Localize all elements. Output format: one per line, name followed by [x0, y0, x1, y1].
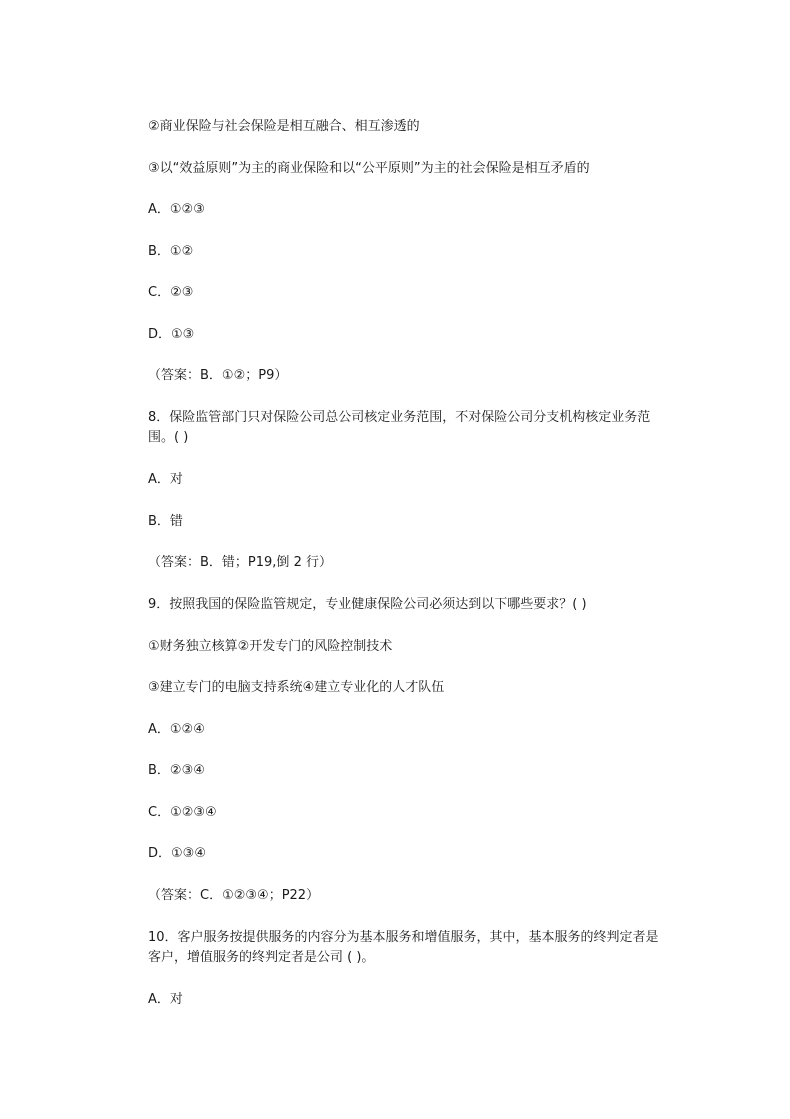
q8-option-b: B．错 — [148, 514, 183, 529]
q9-answer: （答案：C．①②③④；P22） — [148, 888, 320, 903]
q7-option-b: B．①② — [148, 244, 194, 259]
q7-option-a: A．①②③ — [148, 202, 205, 217]
q7-option-d: D．①③ — [148, 327, 195, 342]
q8-stem — [148, 408, 668, 448]
q7-answer: （答案：B．①②；P9） — [148, 368, 288, 383]
q9-option-d: D．①③④ — [148, 846, 206, 861]
q7-statement-3: ③以“效益原则”为主的商业保险和以“公平原则”为主的社会保险是相互矛盾的 — [148, 161, 590, 176]
q9-stem: 9．按照我国的保险监管规定，专业健康保险公司必须达到以下哪些要求？( ) — [148, 597, 587, 612]
q9-requirements-2: ③建立专门的电脑支持系统④建立专业化的人才队伍 — [148, 680, 445, 695]
q9-option-c: C．①②③④ — [148, 805, 217, 820]
q7-option-c: C．②③ — [148, 285, 194, 300]
q10-stem — [148, 928, 668, 968]
q8-option-a: A．对 — [148, 472, 183, 487]
q8-answer: （答案：B．错；P19,倒 2 行） — [148, 555, 332, 570]
q9-option-a: A．①②④ — [148, 722, 205, 737]
q10-stem-text: 10．客户服务按提供服务的内容分为基本服务和增值服务，其中，基本服务的终判定者是客户，增值服务的终判定者是公司 ( )。 — [148, 930, 659, 965]
q9-requirements-1: ①财务独立核算②开发专门的风险控制技术 — [148, 639, 393, 654]
q7-statement-2: ②商业保险与社会保险是相互融合、相互渗透的 — [148, 119, 420, 134]
q8-stem-text: 8．保险监管部门只对保险公司总公司核定业务范围，不对保险公司分支机构核定业务范围。( ) — [148, 410, 651, 445]
q9-option-b: B．②③④ — [148, 763, 205, 778]
q10-option-a: A．对 — [148, 992, 183, 1007]
